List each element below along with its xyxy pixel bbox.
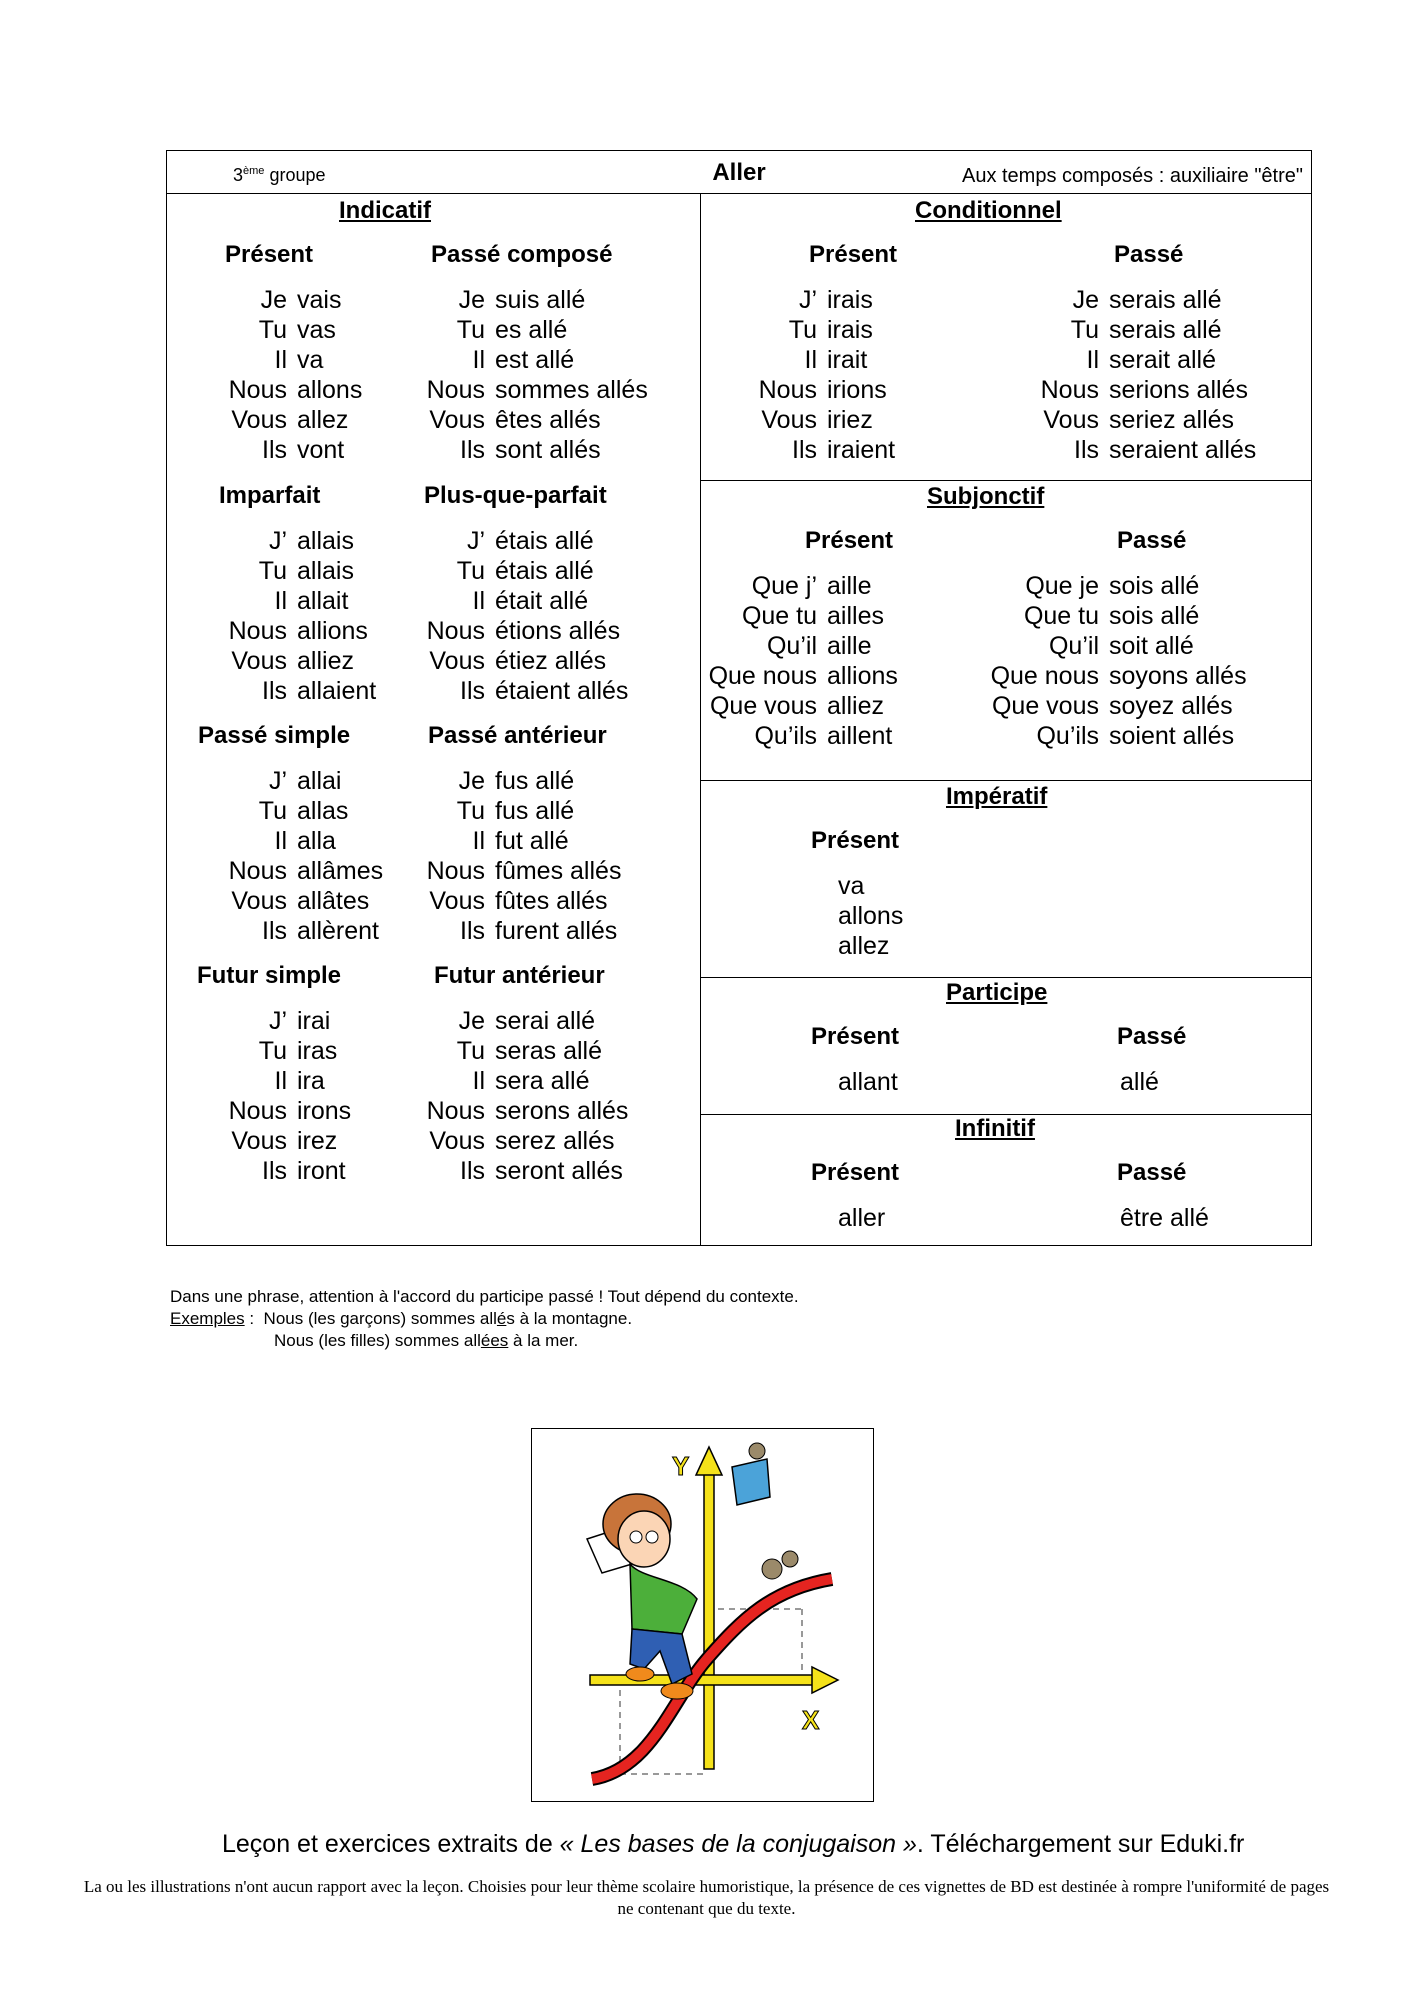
mood-subjonctif: Subjonctif xyxy=(927,483,1045,510)
verb-form: serai allé xyxy=(495,1007,596,1035)
conj-row xyxy=(167,1036,351,1066)
conj-row xyxy=(167,526,376,556)
verb-form: allais xyxy=(297,557,354,585)
pronoun: Que tu xyxy=(741,602,817,630)
conj-subj-present xyxy=(642,571,898,751)
pronoun: Il xyxy=(274,346,287,374)
conj-row xyxy=(642,571,898,601)
conj-row xyxy=(934,721,1247,751)
tense-present: Présent xyxy=(225,241,314,268)
verb-form: étions allés xyxy=(495,617,621,645)
verb-form: soient allés xyxy=(1109,722,1235,750)
verb-form: fus allé xyxy=(495,767,575,795)
verb-form: serais allé xyxy=(1109,316,1222,344)
verb-form: sera allé xyxy=(495,1067,590,1095)
pronoun: Ils xyxy=(460,1157,485,1185)
tense-passe-simple: Passé simple xyxy=(198,722,351,749)
conj-row xyxy=(989,315,1256,345)
pronoun: J’ xyxy=(798,286,817,314)
conj-row xyxy=(360,766,621,796)
conj-row xyxy=(167,766,383,796)
pronoun: Qu’ils xyxy=(1036,722,1099,750)
pronoun: Qu’il xyxy=(1048,632,1099,660)
conj-row xyxy=(989,435,1256,465)
pronoun: Que nous xyxy=(708,662,817,690)
pronoun: Je xyxy=(1072,286,1099,314)
conj-row xyxy=(167,375,362,405)
verb-form: serons allés xyxy=(495,1097,629,1125)
pronoun: Nous xyxy=(228,1097,287,1125)
mood-indicatif: Indicatif xyxy=(339,197,432,224)
pronoun: Vous xyxy=(231,647,287,675)
verb-form: irais xyxy=(827,316,873,344)
divider-subjonctif xyxy=(700,780,1311,781)
pronoun: Ils xyxy=(262,917,287,945)
pronoun: Vous xyxy=(429,887,485,915)
conj-futur-anterieur xyxy=(360,1006,628,1186)
svg-text:X: X xyxy=(802,1705,820,1735)
verb-form: êtes allés xyxy=(495,406,601,434)
verb-form: allaient xyxy=(297,677,377,705)
verb-form: irai xyxy=(297,1007,331,1035)
conj-row xyxy=(642,661,898,691)
tense-futur-anterieur: Futur antérieur xyxy=(434,962,605,989)
verb-form: allons xyxy=(297,376,363,404)
pronoun: Vous xyxy=(231,887,287,915)
pronoun: Tu xyxy=(258,797,287,825)
pronoun: Il xyxy=(472,827,485,855)
conj-row xyxy=(167,586,376,616)
tense-subj-present: Présent xyxy=(805,527,894,554)
verb-form: vais xyxy=(297,286,342,314)
pronoun: Tu xyxy=(1070,316,1099,344)
pronoun: Nous xyxy=(758,376,817,404)
pronoun: Il xyxy=(472,1067,485,1095)
footer-disclaimer: La ou les illustrations n'ont aucun rapport avec la leçon. Choisies pour leur thème scolaire humoristique, la présence de ces vignettes de BD est destinée à rompre l'uniformité de pages ne contenant que du texte. xyxy=(83,1877,1330,1918)
conj-row xyxy=(360,375,648,405)
conj-row xyxy=(360,1156,628,1186)
conj-row xyxy=(360,1096,628,1126)
verb-form: irait xyxy=(827,346,868,374)
pronoun: Nous xyxy=(426,617,485,645)
tense-inf-passe: Passé xyxy=(1117,1159,1187,1186)
svg-text:Y: Y xyxy=(672,1451,690,1481)
conj-plus-que-parfait xyxy=(360,526,628,706)
verb-form: serais allé xyxy=(1109,286,1222,314)
verb-form: seras allé xyxy=(495,1037,602,1065)
verb-form: irons xyxy=(297,1097,352,1125)
verb-form: seraient allés xyxy=(1109,436,1257,464)
pronoun: Ils xyxy=(460,436,485,464)
pronoun: Nous xyxy=(228,376,287,404)
pronoun: Il xyxy=(274,587,287,615)
pronoun: Il xyxy=(472,587,485,615)
conj-row xyxy=(360,916,621,946)
pronoun: Vous xyxy=(429,406,485,434)
conj-row xyxy=(989,345,1256,375)
imperatif-form: allons xyxy=(838,902,904,930)
conj-row xyxy=(707,315,895,345)
conj-row xyxy=(167,556,376,586)
pronoun: Tu xyxy=(456,557,485,585)
pronoun: Nous xyxy=(228,617,287,645)
verb-form: soit allé xyxy=(1109,632,1194,660)
verb-form: es allé xyxy=(495,316,568,344)
conj-row xyxy=(360,1066,628,1096)
conj-row xyxy=(360,556,628,586)
pronoun: Tu xyxy=(258,1037,287,1065)
conj-row xyxy=(360,646,628,676)
conj-row xyxy=(167,826,383,856)
pronoun: Il xyxy=(472,346,485,374)
conj-row xyxy=(934,571,1247,601)
conj-row xyxy=(167,285,362,315)
pronoun: Tu xyxy=(258,316,287,344)
conj-row xyxy=(934,601,1247,631)
verb-title: Aller xyxy=(712,159,766,186)
infinitif-present-form: aller xyxy=(838,1204,886,1232)
verb-form: allâmes xyxy=(297,857,384,885)
agreement-note xyxy=(170,1286,799,1352)
conj-cond-passe xyxy=(989,285,1256,465)
verb-form: alliez xyxy=(827,692,884,720)
participe-passe-form: allé xyxy=(1120,1068,1159,1096)
tense-part-passe: Passé xyxy=(1117,1023,1187,1050)
conj-row xyxy=(642,631,898,661)
mood-participe: Participe xyxy=(946,979,1048,1006)
verb-group: 3ème groupe xyxy=(233,165,326,185)
pronoun: Ils xyxy=(792,436,817,464)
conj-cond-present xyxy=(707,285,895,465)
tense-plus-que-parfait: Plus-que-parfait xyxy=(424,482,607,509)
conj-imparfait xyxy=(167,526,376,706)
conj-row xyxy=(707,435,895,465)
pronoun: Nous xyxy=(426,376,485,404)
verb-form: fus allé xyxy=(495,797,575,825)
pronoun: Tu xyxy=(788,316,817,344)
pronoun: Nous xyxy=(228,857,287,885)
conj-row xyxy=(360,1006,628,1036)
verb-form: était allé xyxy=(495,587,589,615)
conj-row xyxy=(360,796,621,826)
pronoun: Ils xyxy=(262,1157,287,1185)
note-line: Dans une phrase, attention à l'accord du participe passé ! Tout dépend du contexte. xyxy=(170,1287,799,1306)
conj-row xyxy=(360,1126,628,1156)
verb-form: aille xyxy=(827,572,872,600)
pronoun: Que nous xyxy=(990,662,1099,690)
verb-form: allait xyxy=(297,587,349,615)
verb-form: allâtes xyxy=(297,887,370,915)
example-line-1: Exemples : Nous (les garçons) sommes allés à la montagne. xyxy=(170,1309,633,1328)
conj-passe-compose xyxy=(360,285,648,465)
pronoun: J’ xyxy=(268,527,287,555)
conj-row xyxy=(360,345,648,375)
verb-form: irais xyxy=(827,286,873,314)
pronoun: J’ xyxy=(466,527,485,555)
examples-label: Exemples xyxy=(170,1309,245,1328)
verb-form: allai xyxy=(297,767,342,795)
tense-passe-compose: Passé composé xyxy=(431,241,613,268)
conj-row xyxy=(642,691,898,721)
verb-form: seriez allés xyxy=(1109,406,1235,434)
verb-form: iras xyxy=(297,1037,338,1065)
pronoun: Vous xyxy=(429,647,485,675)
conj-row xyxy=(167,1126,351,1156)
conj-row xyxy=(360,315,648,345)
conj-subj-passe xyxy=(934,571,1247,751)
pronoun: Je xyxy=(458,286,485,314)
conj-row xyxy=(167,1006,351,1036)
conj-row xyxy=(707,375,895,405)
conj-row xyxy=(360,405,648,435)
pronoun: Ils xyxy=(262,436,287,464)
verb-form: iraient xyxy=(827,436,896,464)
conj-row xyxy=(360,285,648,315)
tense-futur-simple: Futur simple xyxy=(197,962,342,989)
conj-row xyxy=(934,631,1247,661)
verb-form: soyons allés xyxy=(1109,662,1247,690)
pronoun: Tu xyxy=(456,1037,485,1065)
conj-row xyxy=(167,856,383,886)
verb-form: furent allés xyxy=(495,917,618,945)
verb-form: iriez xyxy=(827,406,873,434)
verb-form: allions xyxy=(827,662,898,690)
pronoun: Ils xyxy=(262,677,287,705)
conjugation-table xyxy=(166,150,1312,1246)
pronoun: Je xyxy=(458,1007,485,1035)
imperatif-form: allez xyxy=(838,932,890,960)
pronoun: Vous xyxy=(231,1127,287,1155)
verb-form: ailles xyxy=(827,602,884,630)
conj-passe-anterieur xyxy=(360,766,621,946)
verb-form: allèrent xyxy=(297,917,379,945)
tense-cond-passe: Passé xyxy=(1114,241,1184,268)
verb-form: étiez allés xyxy=(495,647,607,675)
example-line-2: Nous (les filles) sommes allées à la mer. xyxy=(274,1331,579,1350)
tense-subj-passe: Passé xyxy=(1117,527,1187,554)
divider-imperatif xyxy=(700,977,1311,978)
pronoun: Que vous xyxy=(709,692,817,720)
conj-row xyxy=(167,405,362,435)
conj-row xyxy=(167,1096,351,1126)
conj-row xyxy=(642,601,898,631)
conj-row xyxy=(360,435,648,465)
mood-infinitif: Infinitif xyxy=(955,1115,1035,1142)
conj-row xyxy=(360,826,621,856)
verb-form: va xyxy=(297,346,324,374)
conj-row xyxy=(989,285,1256,315)
verb-form: fûtes allés xyxy=(495,887,608,915)
pronoun: Que tu xyxy=(1023,602,1099,630)
pronoun: Vous xyxy=(1043,406,1099,434)
pronoun: Qu’il xyxy=(766,632,817,660)
verb-form: serait allé xyxy=(1109,346,1216,374)
conj-row xyxy=(707,405,895,435)
conj-indicatif-present xyxy=(167,285,362,465)
cartoon-illustration xyxy=(531,1428,874,1802)
pronoun: Tu xyxy=(456,797,485,825)
conj-row xyxy=(167,435,362,465)
conj-row xyxy=(167,916,383,946)
participe-present-form: allant xyxy=(838,1068,898,1096)
tense-cond-present: Présent xyxy=(809,241,898,268)
conj-row xyxy=(360,856,621,886)
verb-form: fûmes allés xyxy=(495,857,622,885)
pronoun: Qu’ils xyxy=(754,722,817,750)
conj-row xyxy=(167,886,383,916)
conj-row xyxy=(167,616,376,646)
tense-passe-anterieur: Passé antérieur xyxy=(428,722,607,749)
verb-form: vont xyxy=(297,436,345,464)
pronoun: Il xyxy=(804,346,817,374)
conj-row xyxy=(707,345,895,375)
verb-form: allions xyxy=(297,617,368,645)
verb-form: ira xyxy=(297,1067,325,1095)
conj-row xyxy=(360,616,628,646)
mood-conditionnel: Conditionnel xyxy=(915,197,1062,224)
verb-form: allas xyxy=(297,797,349,825)
verb-form: irez xyxy=(297,1127,338,1155)
verb-form: aille xyxy=(827,632,872,660)
verb-form: seront allés xyxy=(495,1157,623,1185)
verb-form: est allé xyxy=(495,346,575,374)
pronoun: Ils xyxy=(460,917,485,945)
pronoun: Tu xyxy=(456,316,485,344)
conj-passe-simple xyxy=(167,766,383,946)
pronoun: J’ xyxy=(268,767,287,795)
pronoun: Je xyxy=(458,767,485,795)
pronoun: Vous xyxy=(231,406,287,434)
conj-row xyxy=(989,375,1256,405)
verb-form: sommes allés xyxy=(495,376,648,404)
tense-imparfait: Imparfait xyxy=(219,482,321,509)
conj-row xyxy=(360,526,628,556)
mood-imperatif: Impératif xyxy=(946,783,1048,810)
verb-form: alliez xyxy=(297,647,354,675)
conj-row xyxy=(167,345,362,375)
conj-row xyxy=(707,285,895,315)
conj-row xyxy=(934,661,1247,691)
verb-form: fut allé xyxy=(495,827,569,855)
verb-form: suis allé xyxy=(495,286,586,314)
verb-form: étaient allés xyxy=(495,677,629,705)
conj-row xyxy=(934,691,1247,721)
verb-form: aillent xyxy=(827,722,893,750)
auxiliary-note: Aux temps composés : auxiliaire "être" xyxy=(961,165,1303,187)
infinitif-passe-form: être allé xyxy=(1120,1204,1209,1232)
conj-row xyxy=(360,886,621,916)
verb-form: étais allé xyxy=(495,557,594,585)
conj-row xyxy=(360,586,628,616)
verb-form: vas xyxy=(297,316,336,344)
conj-row xyxy=(360,676,628,706)
imperatif-forms xyxy=(838,871,903,961)
pronoun: Que vous xyxy=(991,692,1099,720)
conj-row xyxy=(642,721,898,751)
verb-form: sont allés xyxy=(495,436,601,464)
verb-form: iront xyxy=(297,1157,346,1185)
pronoun: Vous xyxy=(429,1127,485,1155)
conj-row xyxy=(167,1156,351,1186)
verb-form: serez allés xyxy=(495,1127,615,1155)
imperatif-form: va xyxy=(838,872,865,900)
conj-row xyxy=(167,1066,351,1096)
conj-row xyxy=(167,315,362,345)
verb-form: sois allé xyxy=(1109,602,1200,630)
pronoun: Vous xyxy=(761,406,817,434)
pronoun: Nous xyxy=(1040,376,1099,404)
conj-row xyxy=(167,796,383,826)
verb-form: soyez allés xyxy=(1109,692,1233,720)
verb-form: étais allé xyxy=(495,527,594,555)
pronoun: Ils xyxy=(460,677,485,705)
pronoun: Il xyxy=(1086,346,1099,374)
book-title: « Les bases de la conjugaison » xyxy=(559,1830,917,1858)
pronoun: J’ xyxy=(268,1007,287,1035)
cartoon-boy-on-graph-icon xyxy=(532,1429,874,1802)
conj-row xyxy=(167,676,376,706)
pronoun: Nous xyxy=(426,1097,485,1125)
divider-conditionnel xyxy=(700,480,1311,481)
tense-part-present: Présent xyxy=(811,1023,900,1050)
footer-credit: Leçon et exercices extraits de « Les bases de la conjugaison ». Téléchargement sur Eduki.fr xyxy=(222,1830,1245,1858)
pronoun: Que je xyxy=(1025,572,1099,600)
verb-form: allais xyxy=(297,527,354,555)
pronoun: Tu xyxy=(258,557,287,585)
conj-row xyxy=(360,1036,628,1066)
verb-form: irions xyxy=(827,376,887,404)
conj-row xyxy=(167,646,376,676)
conj-futur-simple xyxy=(167,1006,351,1186)
table-header xyxy=(167,151,1311,194)
pronoun: Que j’ xyxy=(751,572,817,600)
verb-form: allez xyxy=(297,406,349,434)
pronoun: Ils xyxy=(1074,436,1099,464)
pronoun: Il xyxy=(274,1067,287,1095)
tense-inf-present: Présent xyxy=(811,1159,900,1186)
tense-imp-present: Présent xyxy=(811,827,900,854)
pronoun: Il xyxy=(274,827,287,855)
verb-form: alla xyxy=(297,827,336,855)
pronoun: Nous xyxy=(426,857,485,885)
verb-form: sois allé xyxy=(1109,572,1200,600)
conj-row xyxy=(989,405,1256,435)
pronoun: Je xyxy=(260,286,287,314)
verb-form: serions allés xyxy=(1109,376,1248,404)
